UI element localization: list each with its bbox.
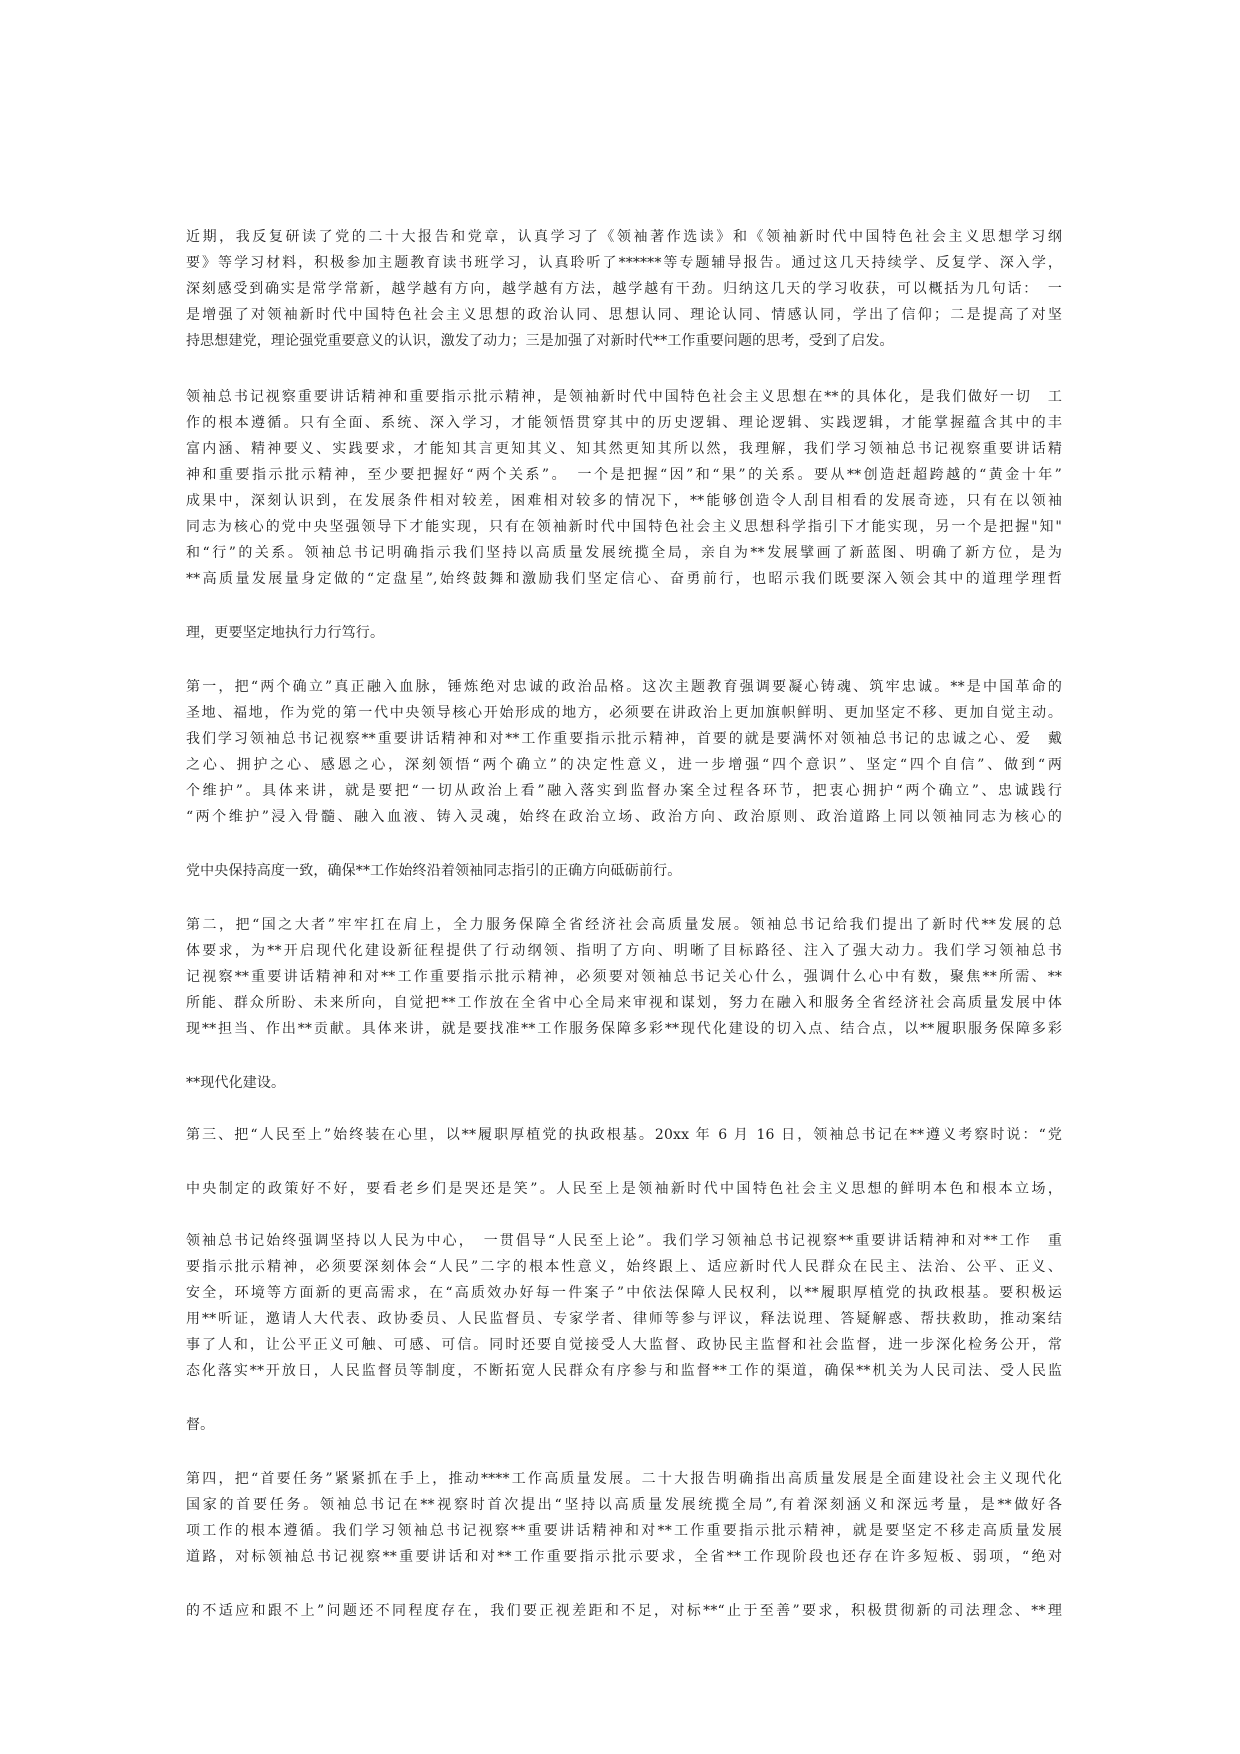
text-line: 和“行”的关系。领袖总书记明确指示我们坚持以高质量发展统揽全局，亲自为**发展擘画了新蓝图、明确了新方位，是为 [186,545,1062,561]
text-line: 理，更要坚定地执行力行笃行。 [186,625,385,641]
text-line: 神和重要指示批示精神，至少要把握好“两个关系”。 一个是把握“因”和“果”的关系。要从**创造赶超跨越的“黄金十年” [186,467,1062,483]
text-line: “两个维护”浸入骨髓、融入血液、铸入灵魂，始终在政治立场、政治方向、政治原则、政治道路上同以领袖同志为核心的 [186,809,1062,825]
text-line: 领袖总书记视察重要讲话精神和重要指示批示精神，是领袖新时代中国特色社会主义思想在**的具体化，是我们做好一切 工 [186,389,1062,405]
text-line: 富内涵、精神要义、实践要求，才能知其言更知其义、知其然更知其所以然，我理解，我们学习领袖总书记视察重要讲话精 [186,441,1062,457]
text-line: 的不适应和跟不上”问题还不同程度存在，我们要正视差距和不足，对标**“止于至善”要求，积极贯彻新的司法理念、**理 [186,1603,1062,1619]
text-line: 成果中，深刻认识到，在发展条件相对较差，困难相对较多的情况下，**能够创造令人刮目相看的发展奇迹，只有在以领袖 [186,493,1062,509]
text-line: 持思想建党，理论强党重要意义的认识，激发了动力；三是加强了对新时代**工作重要问题的思考，受到了启发。 [186,333,894,349]
text-line: 深刻感受到确实是常学常新，越学越有方向，越学越有方法，越学越有干劲。归纳这几天的学习收获，可以概括为几句话： 一 [186,281,1062,297]
text-line: **高质量发展量身定做的“定盘星”,始终鼓舞和激励我们坚定信心、奋勇前行，也昭示我们既要深入领会其中的道理学理哲 [186,571,1062,587]
text-line: 态化落实**开放日，人民监督员等制度，不断拓宽人民群众有序参与和监督**工作的渠道，确保**机关为人民司法、受人民监 [186,1363,1062,1379]
text-line: 同志为核心的党中央坚强领导下才能实现，只有在领袖新时代中国特色社会主义思想科学指引下才能实现，另一个是把握"知" [186,519,1062,535]
text-line: 要》等学习材料，积极参加主题教育读书班学习，认真聆听了******等专题辅导报告。通过这几天持续学、反复学、深入学， [186,255,1062,271]
text-line: 安全，环境等方面新的更高需求，在“高质效办好每一件案子”中依法保障人民权利，以**履职厚植党的执政根基。要积极运 [186,1285,1062,1301]
text-line: 要指示批示精神，必须要深刻体会“人民”二字的根本性意义，始终跟上、适应新时代人民群众在民主、法治、公平、正义、 [186,1259,1062,1275]
text-line: 党中央保持高度一致，确保**工作始终沿着领袖同志指引的正确方向砥砺前行。 [186,863,682,879]
text-line: 督。 [186,1417,215,1433]
text-line: 领袖总书记始终强调坚持以人民为中心， 一贯倡导“人民至上论”。我们学习领袖总书记视察**重要讲话精神和对**工作 重 [186,1233,1062,1249]
text-line: 第四，把“首要任务”紧紧抓在手上，推动****工作高质量发展。二十大报告明确指出高质量发展是全面建设社会主义现代化 [186,1471,1062,1487]
text-line: 记视察**重要讲话精神和对**工作重要指示批示精神，必须要对领袖总书记关心什么，强调什么心中有数，聚焦**所需、** [186,969,1062,985]
text-line: 我们学习领袖总书记视察**重要讲话精神和对**工作重要指示批示精神，首要的就是要满怀对领袖总书记的忠诚之心、爱 戴 [186,731,1062,747]
text-line: 第二，把“国之大者”牢牢扛在肩上，全力服务保障全省经济社会高质量发展。领袖总书记给我们提出了新时代**发展的总 [186,917,1062,933]
text-line: 近期，我反复研读了党的二十大报告和党章，认真学习了《领袖著作选读》和《领袖新时代中国特色社会主义思想学习纲 [186,229,1062,245]
text-line: 现**担当、作出**贡献。具体来讲，就是要找准**工作服务保障多彩**现代化建设的切入点、结合点，以**履职服务保障多彩 [186,1021,1062,1037]
text-line: **现代化建设。 [186,1075,286,1091]
text-line: 第三、把“人民至上”始终装在心里，以**履职厚植党的执政根基。20xx 年 6 月 16 日，领袖总书记在**遵义考察时说：“党 [186,1127,1062,1143]
text-line: 之心、拥护之心、感恩之心，深刻领悟“两个确立”的决定性意义，进一步增强“四个意识”、坚定“四个自信”、做到“两 [186,757,1062,773]
text-line: 道路，对标领袖总书记视察**重要讲话和对**工作重要指示批示要求，全省**工作现阶段也还存在许多短板、弱项，“绝对 [186,1549,1062,1565]
text-line: 项工作的根本遵循。我们学习领袖总书记视察**重要讲话精神和对**工作重要指示批示精神，就是要坚定不移走高质量发展 [186,1523,1062,1539]
text-line: 用**听证，邀请人大代表、政协委员、人民监督员、专家学者、律师等参与评议，释法说理、答疑解惑、帮扶救助，推动案结 [186,1311,1062,1327]
text-line: 圣地、福地，作为党的第一代中央领导核心开始形成的地方，必须要在讲政治上更加旗帜鲜明、更加坚定不移、更加自觉主动。 [186,705,1062,721]
text-line: 中央制定的政策好不好，要看老乡们是哭还是笑”。人民至上是领袖新时代中国特色社会主义思想的鲜明本色和根本立场， [186,1181,1062,1197]
text-line: 体要求，为**开启现代化建设新征程提供了行动纲领、指明了方向、明晰了目标路径、注入了强大动力。我们学习领袖总书 [186,943,1062,959]
text-line: 事了人和，让公平正义可触、可感、可信。同时还要自觉接受人大监督、政协民主监督和社会监督，进一步深化检务公开，常 [186,1337,1062,1353]
text-line: 个维护”。具体来讲，就是要把“一切从政治上看”融入落实到监督办案全过程各环节，把衷心拥护“两个确立”、忠诚践行 [186,783,1062,799]
text-line: 国家的首要任务。领袖总书记在**视察时首次提出“坚持以高质量发展统揽全局”,有着深刻涵义和深远考量，是**做好各 [186,1497,1062,1513]
text-line: 作的根本遵循。只有全面、系统、深入学习，才能领悟贯穿其中的历史逻辑、理论逻辑、实践逻辑，才能掌握蕴含其中的丰 [186,415,1062,431]
text-line: 第一，把“两个确立”真正融入血脉，锤炼绝对忠诚的政治品格。这次主题教育强调要凝心铸魂、筑牢忠诚。**是中国革命的 [186,679,1062,695]
text-line: 是增强了对领袖新时代中国特色社会主义思想的政治认同、思想认同、理论认同、情感认同，学出了信仰；二是提高了对坚 [186,307,1062,323]
text-line: 所能、群众所盼、未来所向，自觉把**工作放在全省中心全局来审视和谋划，努力在融入和服务全省经济社会高质量发展中体 [186,995,1062,1011]
